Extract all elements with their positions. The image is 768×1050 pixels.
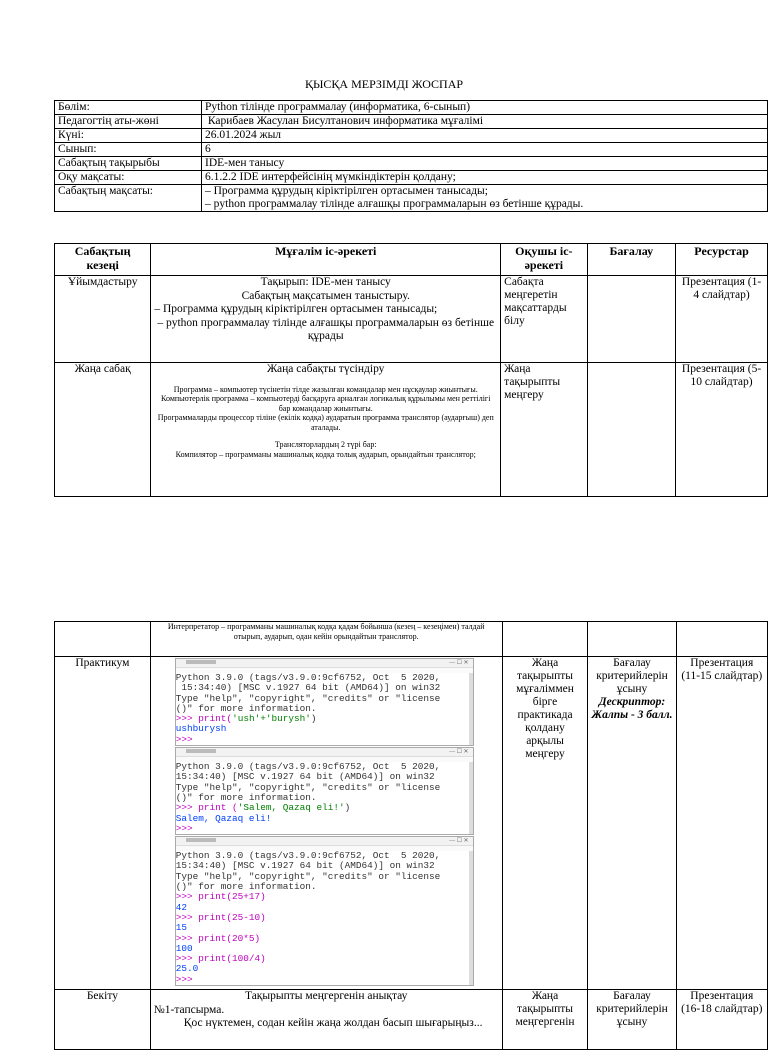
header-assessment: Бағалау xyxy=(587,244,676,276)
scrollbar xyxy=(469,851,473,985)
goal-intro: Сабақтың мақсатымен таныстыру. xyxy=(241,289,410,302)
resources-cell xyxy=(676,622,767,657)
header-student: Оқушы іс-әрекеті xyxy=(501,244,587,276)
info-key: Оқу мақсаты: xyxy=(55,171,202,185)
lesson-plan-table-continued xyxy=(54,621,768,1050)
info-value xyxy=(202,185,768,212)
info-row xyxy=(55,143,768,157)
console-output: Python 3.9.0 (tags/v3.9.0:9cf6752, Oct 5 2020, 15:34:40) [MSC v.1927 64 bit (AMD64)] on win32 Type "help", "copyright", "credits" or "license ()" for more information. >>> print('ush'+'burysh') ushburysh >>> xyxy=(175,672,441,745)
lesson-plan-table xyxy=(54,243,768,497)
descriptor-text: Дескриптор: Жалпы - 3 балл. xyxy=(591,696,673,721)
scrollbar xyxy=(469,673,473,745)
info-row xyxy=(55,157,768,171)
section-title: Жаңа сабақты түсіндіру xyxy=(267,363,385,375)
window-controls-icon: — ☐ ✕ xyxy=(449,660,469,666)
python-console xyxy=(175,658,474,746)
document-title: ҚЫСҚА МЕРЗІМДІ ЖОСПАР xyxy=(304,77,464,91)
goal-line: – Программа құрудың кіріктірілген ортасымен танысады; xyxy=(205,185,488,197)
teacher-cell xyxy=(150,657,502,990)
task-text: Қос нүктемен, содан кейін жаңа жолдан басып шығарыңыз... xyxy=(183,1017,483,1029)
student-cell xyxy=(502,622,588,657)
resources-cell: Презентация (1-4 слайдтар) xyxy=(676,276,768,363)
table-row xyxy=(55,363,768,497)
table-row xyxy=(55,276,768,363)
assessment-cell xyxy=(588,622,676,657)
teacher-cell xyxy=(150,990,502,1050)
python-console xyxy=(175,747,474,835)
student-cell: Жаңа тақырыпты меңгергенін xyxy=(502,990,588,1050)
definition-text: Трансляторлардың 2 түрі бар: xyxy=(274,440,377,449)
window-titlebar xyxy=(176,659,473,668)
scrollbar xyxy=(469,762,473,834)
window-titlebar xyxy=(176,748,473,757)
stage-cell: Жаңа сабақ xyxy=(55,363,151,497)
teacher-cell xyxy=(151,276,501,363)
info-row xyxy=(55,171,768,185)
resources-cell: Презентация (5-10 слайдтар) xyxy=(676,363,768,497)
console-output: Python 3.9.0 (tags/v3.9.0:9cf6752, Oct 5 2020, 15:34:40) [MSC v.1927 64 bit (AMD64)] on win32 Type "help", "copyright", "credits" or "license ()" for more information. >>> print(25+17) 42 >>> print(25-10) 15 >>> print(20*5) 100 >>> print(100/4) 25.0 >>> xyxy=(175,850,441,985)
student-cell: Сабақта меңгеретін мақсаттарды білу xyxy=(501,276,587,363)
info-key: Күні: xyxy=(55,129,202,143)
student-cell: Жаңа тақырыпты меңгеру xyxy=(501,363,587,497)
info-value: Python тілінде программалау (информатика, 6-сынып) xyxy=(202,101,768,115)
section-title: Тақырыпты меңгергенін анықтау xyxy=(244,990,408,1002)
stage-cell xyxy=(55,622,151,657)
resources-cell: Презентация (11-15 слайдтар) xyxy=(676,657,767,990)
teacher-cell xyxy=(150,622,502,657)
topic-line: Тақырып: IDE-мен танысу xyxy=(260,276,391,288)
python-console xyxy=(175,836,474,986)
console-output: Python 3.9.0 (tags/v3.9.0:9cf6752, Oct 5 2020, 15:34:40) [MSC v.1927 64 bit (AMD64)] on win32 Type "help", "copyright", "credits" or "license ()" for more information. >>> print ('Salem, Qazaq eli!') Salem, Qazaq eli! >>> xyxy=(175,761,441,834)
info-key: Педагогтің аты-жөні xyxy=(55,115,202,129)
definition-text: Программаларды процессор тіліне (екілік кодқа) аударатын программа транслятор (аударғыш) деп аталады. xyxy=(157,413,494,432)
stage-cell: Практикум xyxy=(55,657,151,990)
window-controls-icon: — ☐ ✕ xyxy=(449,749,469,756)
definition-text: Компьютерлік программа – компьютерді басқаруға арналған логикалық құрылымы мен реттілігі бар командалар жиынтығы. xyxy=(161,394,491,413)
goal-line: – Программа құрудың кіріктірілген ортасымен танысады; xyxy=(154,303,438,315)
student-cell: Жаңа тақырыпты мұғаліммен бірге практикада қолдану арқылы меңгеру xyxy=(502,657,588,990)
header-stage: Сабақтың кезеңі xyxy=(55,244,151,276)
criteria-text: Бағалау критерийлерін ұсыну xyxy=(596,657,668,695)
goal-line: – python программалау тілінде алғашқы программаларын өз бетінше құрады xyxy=(157,316,495,342)
info-row xyxy=(55,185,768,212)
resources-cell: Презентация (16-18 слайдтар) xyxy=(676,990,767,1050)
table-row xyxy=(55,990,768,1050)
info-value: 6.1.2.2 IDE интерфейсінің мүмкіндіктерін қолдану; xyxy=(202,171,768,185)
definition-text: Интерпретатор – программаны машиналық кодқа қадам бойынша (кезең – кезеңімен) талдай отырып, аударып, одан кейін орындайтын транслятор. xyxy=(167,622,485,641)
info-table xyxy=(54,100,768,212)
window-titlebar xyxy=(176,837,473,846)
task-number: №1-тапсырма. xyxy=(153,1003,225,1016)
assessment-cell xyxy=(587,363,676,497)
teacher-cell xyxy=(151,363,501,497)
table-row xyxy=(55,657,768,990)
info-row xyxy=(55,129,768,143)
assessment-cell xyxy=(587,276,676,363)
stage-cell: Ұйымдастыру xyxy=(55,276,151,363)
info-value: 26.01.2024 жыл xyxy=(202,129,768,143)
info-row xyxy=(55,101,768,115)
info-key: Сынып: xyxy=(55,143,202,157)
info-value: IDE-мен танысу xyxy=(202,157,768,171)
assessment-cell xyxy=(588,657,676,990)
info-key: Бөлім: xyxy=(55,101,202,115)
definition-text: Программа – компьютер түсінетін тілде жазылған командалар мен нұсқаулар жиынтығы. xyxy=(173,384,478,394)
table-row xyxy=(55,622,768,657)
info-value: 6 xyxy=(202,143,768,157)
window-controls-icon: — ☐ ✕ xyxy=(449,838,469,845)
stage-cell: Бекіту xyxy=(55,990,151,1050)
header-teacher: Мұғалім іс-әрекеті xyxy=(151,244,501,276)
info-row xyxy=(55,115,768,129)
header-resources: Ресурстар xyxy=(676,244,768,276)
info-key: Сабақтың тақырыбы xyxy=(55,157,202,171)
info-value: Карибаев Жасулан Бисултанович информатика мұғалімі xyxy=(202,115,768,129)
assessment-cell: Бағалау критерийлерін ұсыну xyxy=(588,990,676,1050)
info-key: Сабақтың мақсаты: xyxy=(55,185,202,212)
definition-text: Компилятор – программаны машиналық кодқа толық аударып, орындайтын транслятор; xyxy=(175,449,476,459)
goal-line: – python программалау тілінде алғашқы программаларын өз бетінше құрады. xyxy=(205,198,584,210)
